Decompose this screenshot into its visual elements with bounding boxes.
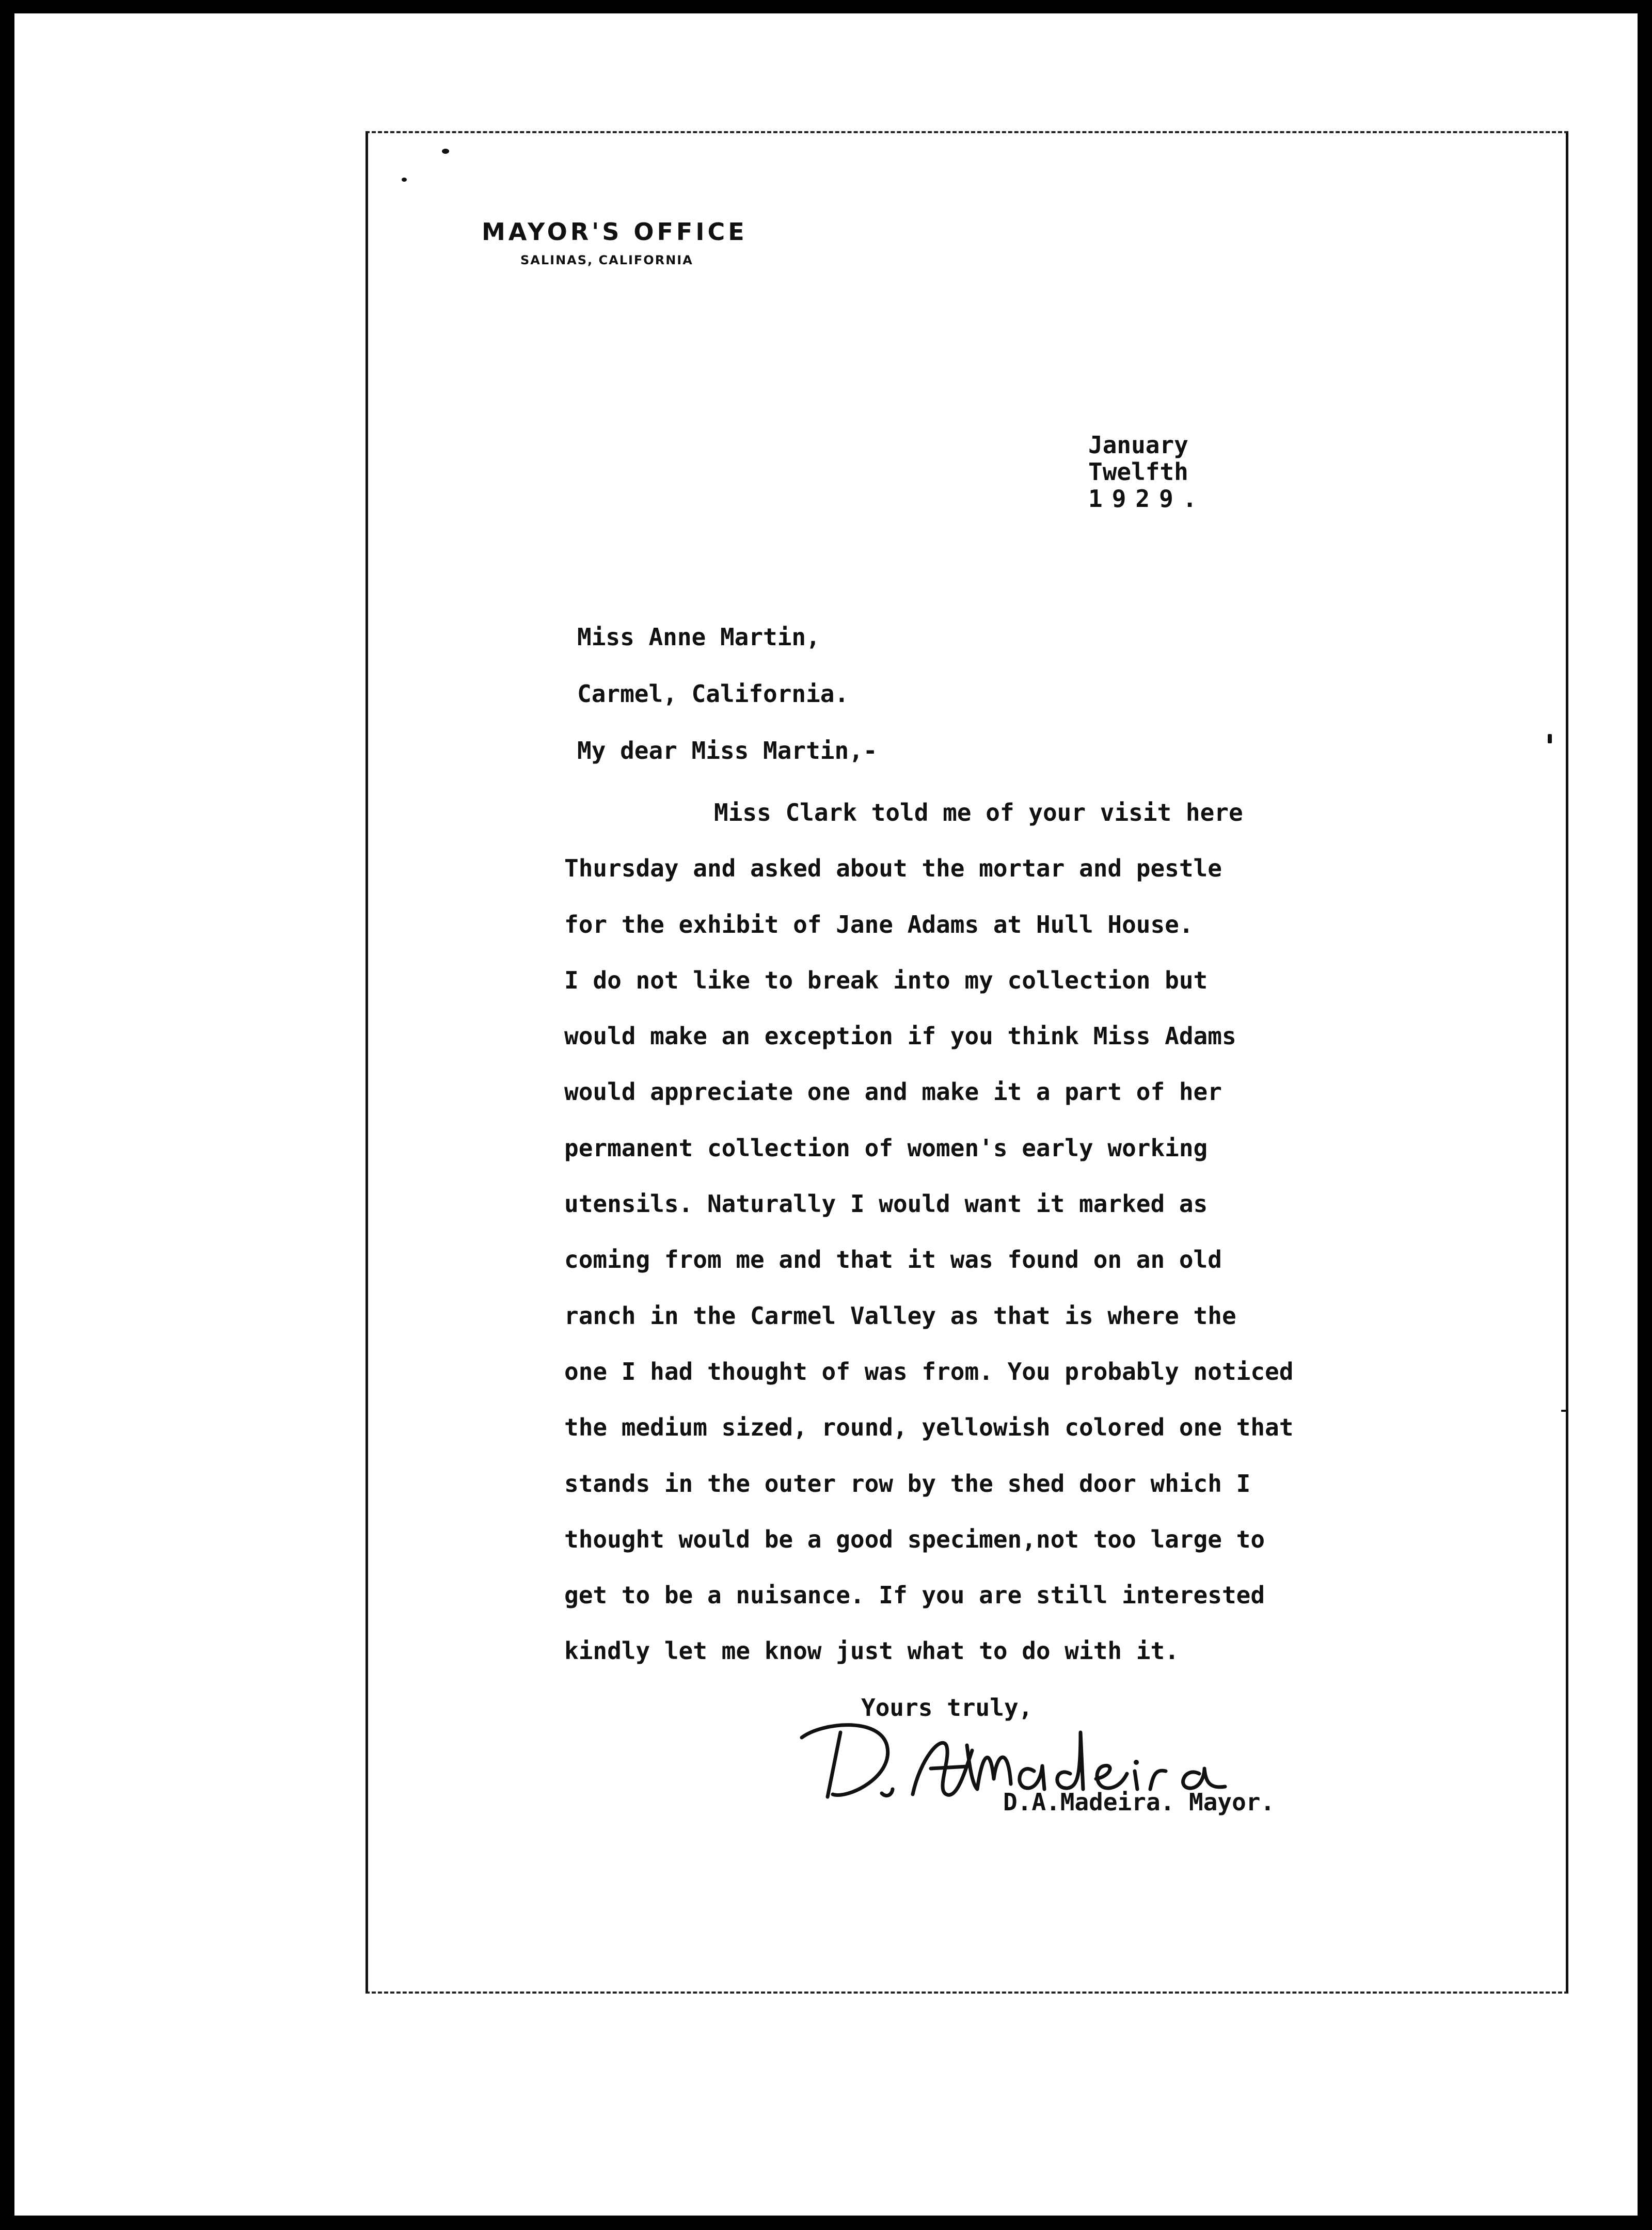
body-line: get to be a nuisance. If you are still interested [564,1581,1265,1610]
recipient-name: Miss Anne Martin, [577,623,820,651]
body-line: I do not like to break into my collection but [564,966,1208,994]
body-line: for the exhibit of Jane Adams at Hull House. [564,910,1194,938]
ink-speck [402,178,407,182]
date-month: January [1088,431,1188,459]
letterhead-title: MAYOR'S OFFICE [482,218,748,246]
body-line: one I had thought of was from. You probably noticed [564,1357,1294,1385]
letter-body [564,797,1293,1692]
ink-speck [1548,734,1552,743]
body-line: Thursday and asked about the mortar and pestle [564,854,1222,883]
letter-date [1088,432,1206,512]
recipient-location: Carmel, California. [577,680,849,708]
body-line: stands in the outer row by the shed door which I [564,1469,1251,1498]
body-line: the medium sized, round, yellowish colored one that [564,1413,1294,1442]
body-line: kindly let me know just what to do with it. [564,1637,1179,1665]
ink-speck [442,149,449,154]
body-line: permanent collection of women's early working [564,1134,1208,1162]
scanned-letter-page [14,13,1638,2216]
body-line: would make an exception if you think Miss Adams [564,1022,1236,1050]
ink-speck [1561,1410,1566,1412]
salutation: My dear Miss Martin,- [577,737,878,764]
recipient-address [577,622,878,792]
date-day: Twelfth [1088,458,1188,486]
body-line: Miss Clark told me of your visit here [714,799,1243,826]
body-line: ranch in the Carmel Valley as that is where the [564,1301,1236,1330]
body-line: thought would be a good specimen,not too large to [564,1525,1265,1553]
letterhead-city: SALINAS, CALIFORNIA [520,253,693,267]
body-line: would appreciate one and make it a part of her [564,1078,1222,1106]
date-year: 1929. [1088,485,1206,513]
body-line: utensils. Naturally I would want it marked as [564,1190,1208,1218]
closing: Yours truly, [861,1694,1033,1722]
body-line: coming from me and that it was found on an old [564,1246,1222,1274]
signer-name: D.A.Madeira. Mayor. [1003,1788,1275,1816]
